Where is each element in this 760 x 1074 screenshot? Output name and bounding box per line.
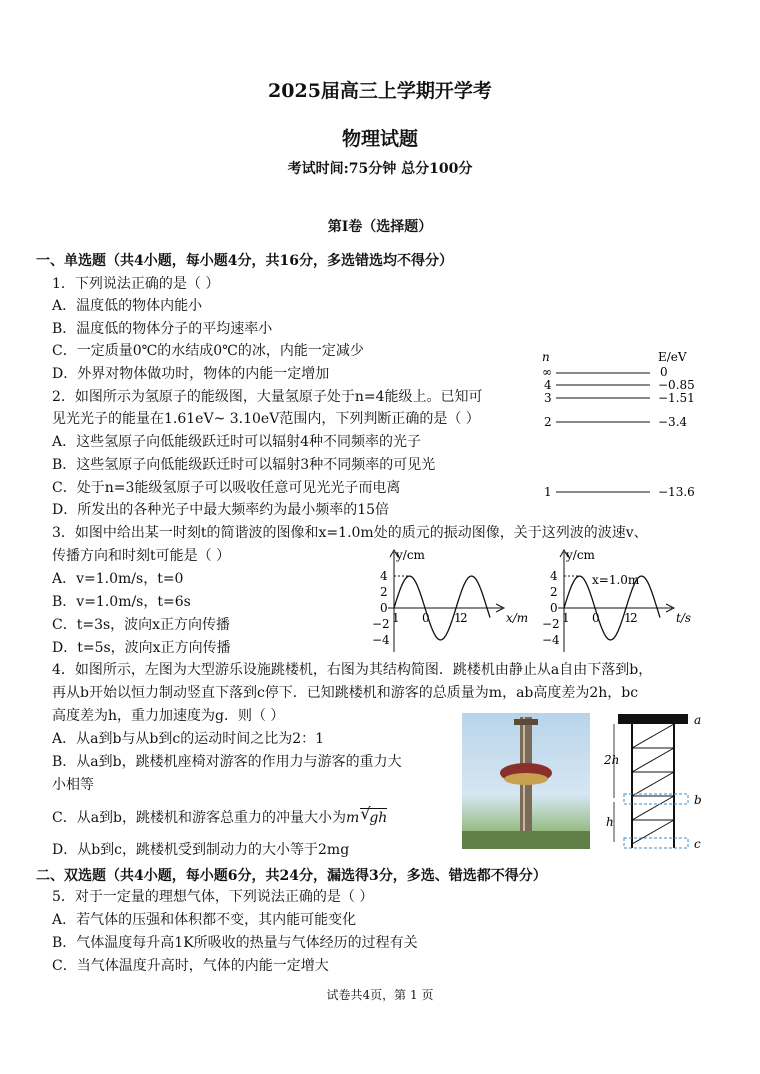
q4-option-c-radicand: gh [369,810,388,826]
q5-stem: 5．对于一定量的理想气体，下列说法正确的是（ ） [52,889,374,905]
tower-top [514,719,538,725]
wave-xtick-a: 1 [392,611,400,625]
wave-xtick-d: 2 [460,611,468,625]
wave-xtick-c: 1 [454,611,462,625]
q1-stem: 1．下列说法正确的是（ ） [52,276,220,292]
q4-stem-line3: 高度差为h，重力加速度为g．则（ ） [52,708,285,724]
wave-ylabel: y/cm [396,548,425,562]
q3-option-a: A．v=1.0m/s，t=0 [52,571,184,587]
level-4 [544,378,695,392]
wave-ytick-m2: −2 [372,617,390,631]
section1-heading: 一、单选题（共4小题，每小题4分，共16分，多选错选均不得分） [36,253,453,269]
vib-ytick-m2: −2 [542,617,560,631]
level-2-e: −3.4 [658,415,688,429]
level-2-n: 2 [544,415,552,429]
q5-option-b: B．气体温度每升高1K所吸收的热量与气体经历的过程有关 [52,935,418,951]
page-footer: 试卷共4页，第 1 页 [326,988,434,1002]
structure-diagram [604,712,704,854]
height-2h-label: 2h [604,753,620,767]
q4-option-c-sqrt [360,804,388,827]
structure-top-block [618,714,688,724]
q4-stem-line2: 再从b开始以恒力制动竖直下落到c停下．已知跳楼机和游客的总质量为m，ab高度差为2h，bc [52,685,639,701]
vib-xlabel: t/s [676,611,692,625]
level-inf-n: ∞ [542,365,552,379]
level-1-n: 1 [544,485,552,499]
vib-xtick-d: 2 [630,611,638,625]
wave-ytick-2: 2 [380,585,388,599]
level-1 [544,485,695,499]
vib-xtick-c: 1 [624,611,632,625]
exam-meta: 考试时间:75分钟 总分100分 [287,161,473,177]
level-1-e: −13.6 [658,485,695,499]
diagram-e-label: E/eV [658,350,687,364]
truss-brace-5 [632,820,674,844]
level-4-n: 4 [544,378,552,392]
q1-option-b: B．温度低的物体分子的平均速率小 [52,321,273,337]
wave-xtick-b: 0 [422,611,430,625]
level-inf-e: 0 [660,365,668,379]
vib-xtick-a: 1 [562,611,570,625]
q5-option-a: A．若气体的压强和体积都不变，其内能可能变化 [52,912,357,928]
point-c-label: c [694,837,701,851]
section2-heading: 二、双选题（共4小题，每小题6分，共24分，漏选得3分，多选、错选都不得分） [36,868,547,884]
q3-stem-line1: 3．如图中给出某一时刻t的简谐波的图像和x=1.0m处的质元的振动图像，关于这列波的波速v、 [52,525,648,541]
q2-stem-line2: 见光光子的能量在1.61eV~ 3.10eV范围内，下列判断正确的是（ ） [52,411,480,427]
wave-ytick-4: 4 [380,569,388,583]
point-b-label: b [694,793,702,807]
q3-option-d: D．t=5s，波向x正方向传播 [52,640,231,656]
q4-option-c [52,804,388,827]
level-2 [544,415,688,429]
wave-graph [364,546,534,658]
level-3 [544,391,695,405]
subject-title: 物理试题 [341,128,418,150]
point-a-label: a [694,713,702,727]
exam-title: 2025届高三上学期开学考 [268,80,492,102]
q4-option-b-line1: B．从a到b，跳楼机座椅对游客的作用力与游客的重力大 [52,754,402,770]
sqrt-sign-icon: √ [360,804,371,823]
q3-option-c: C．t=3s，波向x正方向传播 [52,617,231,633]
vib-ytick-m4: −4 [542,633,560,647]
q3-option-b: B．v=1.0m/s，t=6s [52,594,191,610]
q4-option-b-line2: 小相等 [52,777,94,793]
vib-ylabel: y/cm [566,548,595,562]
vib-ytick-0: 0 [550,601,558,615]
q4-stem-line1: 4．如图所示，左图为大型游乐设施跳楼机，右图为其结构简图．跳楼机由静止从a自由下落到b， [52,662,653,678]
energy-level-diagram [536,348,706,504]
q1-option-c: C．一定质量0℃的水结成0℃的冰，内能一定减少 [52,343,364,359]
q2-option-b: B．这些氢原子向低能级跃迁时可以辐射3种不同频率的可见光 [52,457,436,473]
diagram-n-label: n [542,350,550,364]
q2-option-c: C．处于n=3能级氢原子可以吸收任意可见光光子而电离 [52,480,401,496]
level-3-e: −1.51 [658,391,695,405]
volume-title: 第Ⅰ卷（选择题） [327,219,433,235]
q4-option-c-text: C．从a到b，跳楼机和游客总重力的冲量大小为 [52,810,347,826]
q4-option-a: A．从a到b与从b到c的运动时间之比为2：1 [52,731,325,747]
vib-xtick-b: 0 [592,611,600,625]
tower-ride-ring [504,773,548,785]
q1-option-d: D．外界对物体做功时，物体的内能一定增加 [52,366,330,382]
q2-option-a: A．这些氢原子向低能级跃迁时可以辐射4种不同频率的光子 [52,434,422,450]
level-inf [542,365,668,379]
drop-tower-photo [462,713,590,849]
wave-xlabel: x/m [506,611,529,625]
vibration-graph [534,546,714,658]
vib-ytick-2: 2 [550,585,558,599]
truss-brace-3 [632,772,674,796]
vib-ytick-4: 4 [550,569,558,583]
q4-option-c-m: m [346,810,360,826]
q2-stem-line1: 2．如图所示为氢原子的能级图，大量氢原子处于n=4能级上。已知可 [52,389,483,405]
drop-tower-illustration [462,713,590,849]
truss-brace-2 [632,748,674,772]
height-h-label: h [606,815,614,829]
wave-ytick-m4: −4 [372,633,390,647]
q1-option-a: A．温度低的物体内能小 [52,298,203,314]
q4-option-d: D．从b到c，跳楼机受到制动力的大小等于2mg [52,842,350,858]
structure-truss [632,724,674,844]
level-4-e: −0.85 [658,378,695,392]
q3-stem-line2: 传播方向和时刻t可能是（ ） [52,548,231,564]
wave-ytick-0: 0 [380,601,388,615]
vib-annotation: x=1.0m [592,573,640,587]
truss-brace-4 [632,796,674,820]
level-3-n: 3 [544,391,552,405]
tower-ground [462,831,590,849]
q5-option-c: C．当气体温度升高时，气体的内能一定增大 [52,958,329,974]
q2-option-d: D．所发出的各种光子中最大频率约为最小频率的15倍 [52,502,390,518]
truss-brace-1 [632,724,674,748]
